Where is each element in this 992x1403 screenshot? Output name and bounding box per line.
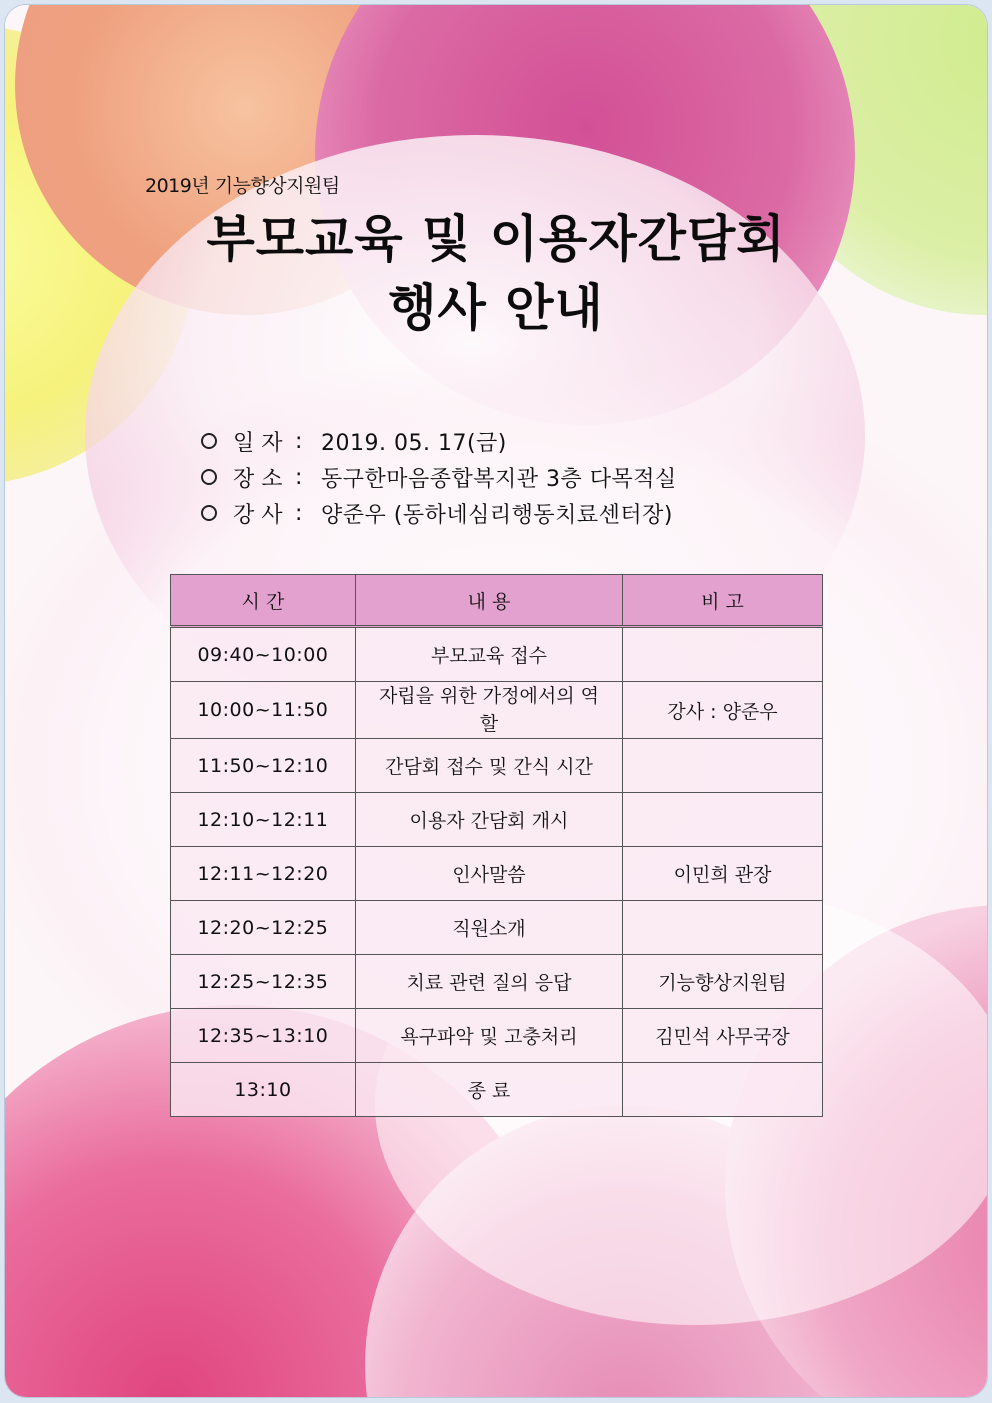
cell-note: 김민석 사무국장 <box>623 1009 823 1063</box>
cell-time: 13:10 <box>171 1063 356 1117</box>
cell-time: 11:50~12:10 <box>171 739 356 793</box>
table-row <box>171 955 823 1009</box>
schedule-table <box>170 574 823 1117</box>
info-row-date <box>201 423 677 459</box>
table-row <box>171 847 823 901</box>
header-time: 시 간 <box>171 575 356 627</box>
cell-time: 12:20~12:25 <box>171 901 356 955</box>
info-value: 양준우 (동하네심리행동치료센터장) <box>321 502 673 528</box>
header-content: 내 용 <box>355 575 622 627</box>
team-name: 2019년 기능향상지원팀 <box>145 175 340 197</box>
table-row <box>171 739 823 793</box>
cell-note <box>623 793 823 847</box>
cell-note: 기능향상지원팀 <box>623 955 823 1009</box>
cell-content: 이용자 간담회 개시 <box>355 793 622 847</box>
table-row <box>171 1063 823 1117</box>
info-value: 2019. 05. 17(금) <box>321 430 507 456</box>
info-row-lecturer <box>201 495 677 531</box>
event-info <box>201 423 677 531</box>
cell-note <box>623 627 823 682</box>
cell-time: 10:00~11:50 <box>171 682 356 739</box>
info-row-place <box>201 459 677 495</box>
table-row <box>171 1009 823 1063</box>
circle-bullet-icon <box>201 505 217 521</box>
cell-content: 욕구파악 및 고충처리 <box>355 1009 622 1063</box>
cell-time: 12:10~12:11 <box>171 793 356 847</box>
cell-content: 부모교육 접수 <box>355 627 622 682</box>
cell-content: 간담회 접수 및 간식 시간 <box>355 739 622 793</box>
title-line-1: 부모교육 및 이용자간담회 <box>206 210 786 268</box>
table-header-row <box>171 575 823 627</box>
circle-bullet-icon <box>201 469 217 485</box>
cell-content: 치료 관련 질의 응답 <box>355 955 622 1009</box>
cell-note: 이민희 관장 <box>623 847 823 901</box>
table-row <box>171 682 823 739</box>
cell-content: 종 료 <box>355 1063 622 1117</box>
info-colon: : <box>295 500 303 526</box>
cell-content: 자립을 위한 가정에서의 역할 <box>355 682 622 739</box>
cell-note <box>623 739 823 793</box>
info-value: 동구한마음종합복지관 3층 다목적실 <box>321 466 677 492</box>
info-colon: : <box>295 464 303 490</box>
info-colon: : <box>295 428 303 454</box>
cell-time: 12:25~12:35 <box>171 955 356 1009</box>
header-note: 비 고 <box>623 575 823 627</box>
circle-bullet-icon <box>201 433 217 449</box>
table-row <box>171 627 823 682</box>
cell-time: 09:40~10:00 <box>171 627 356 682</box>
info-label: 장 소 <box>233 466 283 492</box>
cell-time: 12:35~13:10 <box>171 1009 356 1063</box>
info-label: 일 자 <box>233 430 283 456</box>
cell-time: 12:11~12:20 <box>171 847 356 901</box>
title-line-2: 행사 안내 <box>388 279 604 337</box>
cell-note <box>623 901 823 955</box>
cell-note <box>623 1063 823 1117</box>
cell-content: 인사말씀 <box>355 847 622 901</box>
poster-page <box>4 4 988 1398</box>
cell-note: 강사 : 양준우 <box>623 682 823 739</box>
table-row <box>171 901 823 955</box>
table-row <box>171 793 823 847</box>
cell-content: 직원소개 <box>355 901 622 955</box>
info-label: 강 사 <box>233 502 283 528</box>
